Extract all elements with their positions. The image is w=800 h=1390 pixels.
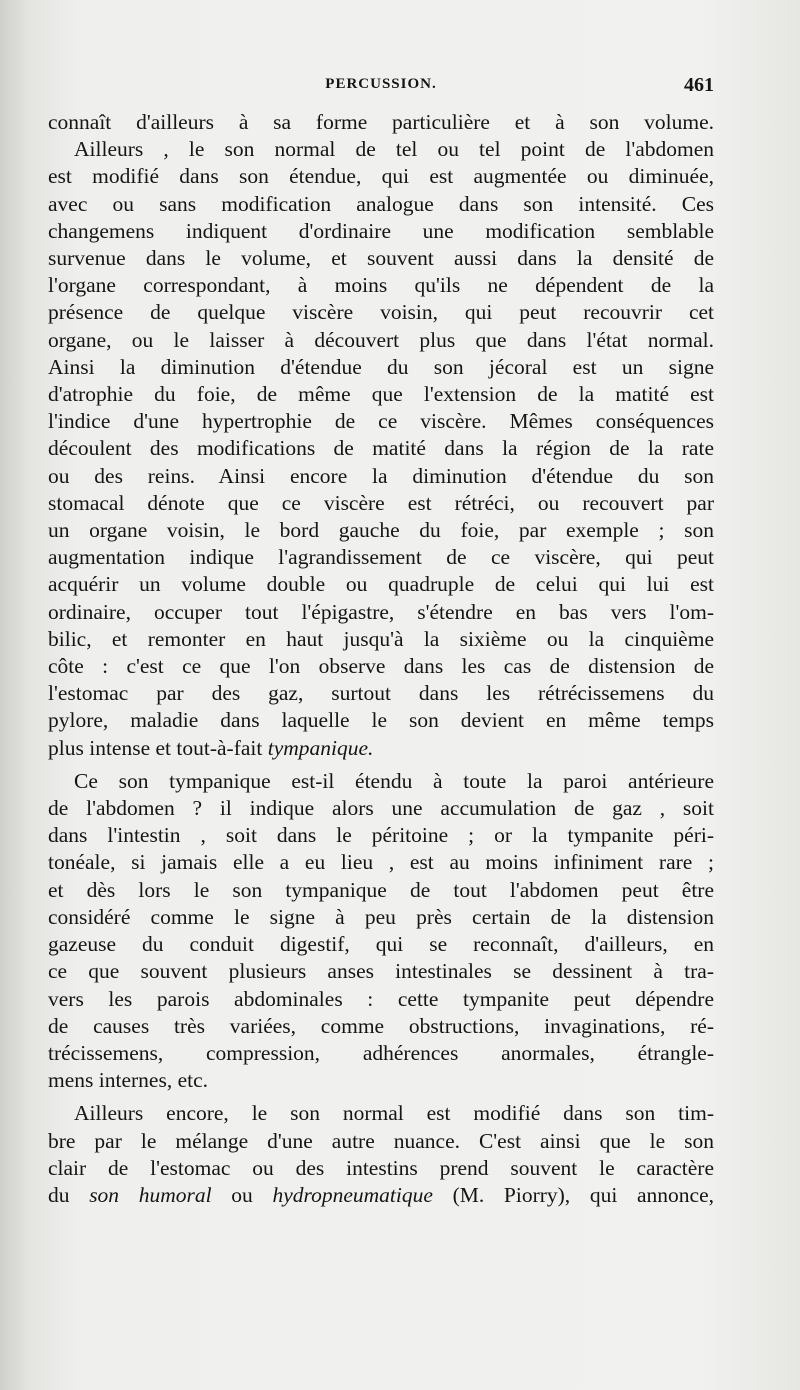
text-line <box>48 931 714 958</box>
text-line <box>48 877 714 904</box>
text-segment: pylore, maladie dans laquelle le son devient en même temps <box>48 708 714 733</box>
italic-text: tympanique. <box>267 735 374 760</box>
text-segment: l'estomac par des gaz, surtout dans les rétrécissemens du <box>48 681 714 706</box>
text-segment: connaît d'ailleurs à sa forme particulière et à son volume. <box>48 110 714 134</box>
italic-text: son humoral <box>89 1182 212 1207</box>
text-line <box>48 517 714 544</box>
text-segment: augmentation indique l'agrandissement de ce viscère, qui peut <box>48 545 714 570</box>
text-segment: gazeuse du conduit digestif, qui se reconnaît, d'ailleurs, en <box>48 932 714 957</box>
text-segment: Ce son tympanique est-il étendu à toute la paroi antérieure <box>74 768 714 793</box>
text-line <box>48 218 714 245</box>
text-segment: et dès lors le son tympanique de tout l'abdomen peut être <box>48 877 714 902</box>
paragraph <box>48 136 714 762</box>
text-segment: vers les parois abdominales : cette tympanite peut dépendre <box>48 986 714 1011</box>
text-segment: clair de l'estomac ou des intestins prend souvent le caractère <box>48 1155 714 1180</box>
text-segment: du <box>48 1182 90 1207</box>
text-line <box>48 435 714 462</box>
text-line <box>48 354 714 381</box>
text-line <box>48 299 714 326</box>
text-segment: l'indice d'une hypertrophie de ce viscère. Mêmes conséquences <box>48 409 714 434</box>
text-segment: organe, ou le laisser à découvert plus que dans l'état normal. <box>48 327 714 352</box>
text-line <box>48 768 714 795</box>
text-segment: bilic, et remonter en haut jusqu'à la sixième ou la cinquième <box>48 626 714 651</box>
text-line <box>48 849 714 876</box>
running-title: PERCUSSION. <box>325 76 437 92</box>
text-line <box>48 191 714 218</box>
text-segment: avec ou sans modification analogue dans son intensité. Ces <box>48 191 714 216</box>
text-line <box>48 1128 714 1155</box>
text-line <box>48 1013 714 1040</box>
text-line <box>48 653 714 680</box>
text-segment: dans l'intestin , soit dans le péritoine ; or la tympanite péri- <box>48 823 714 848</box>
italic-text: hydropneumatique <box>272 1182 433 1207</box>
text-segment: trécissemens, compression, adhérences anormales, étrangle- <box>48 1040 714 1065</box>
text-line <box>48 327 714 354</box>
text-line <box>48 463 714 490</box>
text-segment: présence de quelque viscère voisin, qui peut recouvrir cet <box>48 300 714 325</box>
text-segment: changemens indiquent d'ordinaire une modification semblable <box>48 218 714 243</box>
text-segment: de l'abdomen ? il indique alors une accumulation de gaz , soit <box>48 796 714 821</box>
text-line <box>48 599 714 626</box>
text-segment: côte : c'est ce que l'on observe dans les cas de distension de <box>48 654 714 679</box>
paragraph <box>48 768 714 1094</box>
text-segment: acquérir un volume double ou quadruple de celui qui lui est <box>48 572 714 597</box>
text-segment: mens internes, etc. <box>48 1068 209 1093</box>
page-number: 461 <box>684 74 714 96</box>
text-segment: ou des reins. Ainsi encore la diminution d'étendue du son <box>48 463 714 488</box>
text-line <box>48 490 714 517</box>
text-line <box>48 1182 714 1209</box>
text-line <box>48 1155 714 1182</box>
text-line <box>48 272 714 299</box>
text-segment: plus intense et tout-à-fait <box>48 735 268 760</box>
text-line <box>48 904 714 931</box>
text-line <box>48 822 714 849</box>
text-line <box>48 408 714 435</box>
text-segment: tonéale, si jamais elle a eu lieu , est au moins infiniment rare ; <box>48 850 714 875</box>
paragraph <box>48 109 714 136</box>
text-line <box>48 986 714 1013</box>
text-line <box>48 1067 714 1094</box>
page-header <box>48 76 714 100</box>
text-line <box>48 136 714 163</box>
text-segment: bre par le mélange d'une autre nuance. C'est ainsi que le son <box>48 1128 714 1153</box>
text-line <box>48 571 714 598</box>
text-line <box>48 109 714 136</box>
text-segment: d'atrophie du foie, de même que l'extension de la matité est <box>48 382 714 407</box>
text-line <box>48 795 714 822</box>
text-segment: stomacal dénote que ce viscère est rétréci, ou recouvert par <box>48 490 714 515</box>
text-segment: ou <box>211 1182 273 1207</box>
text-segment: ordinaire, occuper tout l'épigastre, s'étendre en bas vers l'om- <box>48 599 714 624</box>
text-segment: découlent des modifications de matité dans la région de la rate <box>48 436 714 461</box>
text-segment: est modifié dans son étendue, qui est augmentée ou diminuée, <box>48 164 714 189</box>
text-line <box>48 958 714 985</box>
text-segment: Ailleurs , le son normal de tel ou tel point de l'abdomen <box>74 137 714 162</box>
text-line <box>48 735 714 762</box>
text-segment: ce que souvent plusieurs anses intestinales se dessinent à tra- <box>48 959 714 984</box>
text-segment: un organe voisin, le bord gauche du foie, par exemple ; son <box>48 518 714 543</box>
text-segment: survenue dans le volume, et souvent aussi dans la densité de <box>48 246 714 271</box>
text-line <box>48 1100 714 1127</box>
text-line <box>48 163 714 190</box>
text-line <box>48 544 714 571</box>
text-line <box>48 245 714 272</box>
text-segment: de causes très variées, comme obstructions, invaginations, ré- <box>48 1013 714 1038</box>
text-segment: (M. Piorry), qui annonce, <box>432 1182 715 1207</box>
body-text <box>48 109 714 1209</box>
text-line <box>48 381 714 408</box>
text-line <box>48 1040 714 1067</box>
text-segment: considéré comme le signe à peu près certain de la distension <box>48 904 714 929</box>
text-line <box>48 680 714 707</box>
text-line <box>48 626 714 653</box>
text-segment: Ailleurs encore, le son normal est modifié dans son tim- <box>74 1101 714 1126</box>
text-line <box>48 707 714 734</box>
text-segment: l'organe correspondant, à moins qu'ils ne dépendent de la <box>48 273 714 298</box>
text-segment: Ainsi la diminution d'étendue du son jécoral est un signe <box>48 354 714 379</box>
paragraph <box>48 1100 714 1209</box>
